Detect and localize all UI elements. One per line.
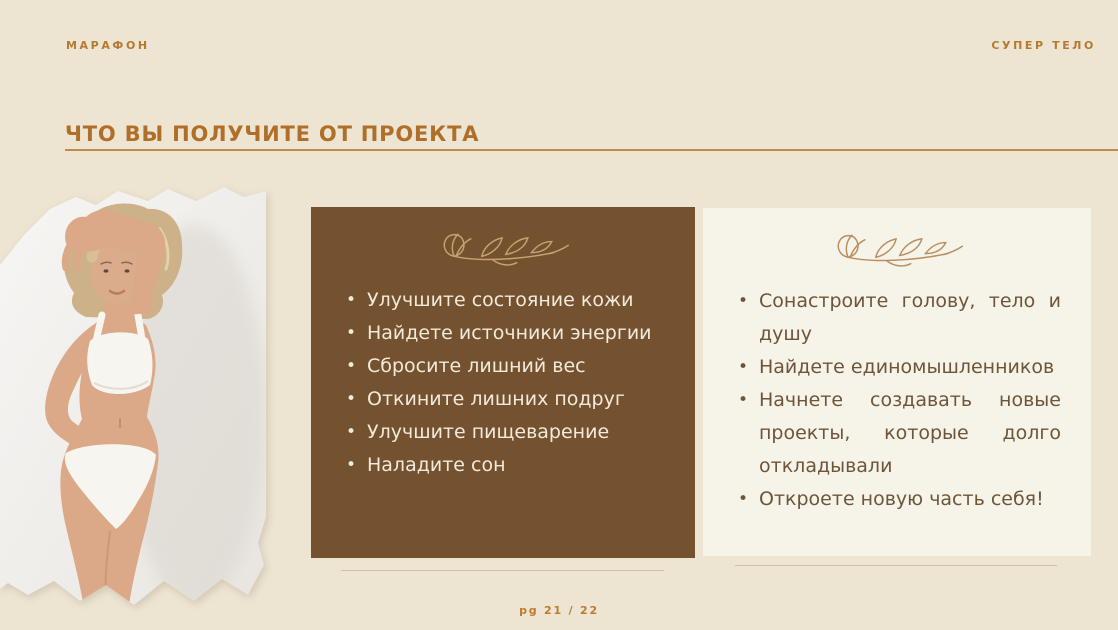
page-title: ЧТО ВЫ ПОЛУЧИТЕ ОТ ПРОЕКТА	[65, 122, 480, 147]
header-left-label: МАРАФОН	[66, 39, 150, 52]
page-number: pg 21 / 22	[519, 604, 599, 617]
benefit-item: • Улучшите пищеварение	[341, 416, 665, 449]
card-underline-left	[341, 570, 664, 571]
benefits-list	[733, 285, 1061, 516]
benefits-card-brown	[311, 207, 695, 558]
benefit-item: • Улучшите состояние кожи	[341, 284, 665, 317]
benefit-item: • Откроете новую часть себя!	[733, 483, 1061, 516]
flower-sprig-icon	[428, 225, 578, 271]
benefit-item: • Наладите сон	[341, 449, 665, 482]
benefit-item: • Сбросите лишний вес	[341, 350, 665, 383]
benefit-item: • Начнете создавать новые проекты, которые долго откладывали	[733, 384, 1061, 483]
benefit-item: • Найдете единомышленников	[733, 351, 1061, 384]
benefits-list	[341, 284, 665, 482]
benefits-card-light	[703, 208, 1091, 556]
title-divider	[65, 149, 1118, 151]
card-underline-right	[735, 565, 1057, 566]
header-right-label: СУПЕР ТЕЛО	[991, 39, 1096, 52]
model-photo	[0, 165, 270, 630]
benefit-item: • Откините лишних подруг	[341, 383, 665, 416]
flower-sprig-icon	[822, 226, 972, 272]
benefit-item: • Найдете источники энергии	[341, 317, 665, 350]
benefit-item: • Сонастроите голову, тело и душу	[733, 285, 1061, 351]
